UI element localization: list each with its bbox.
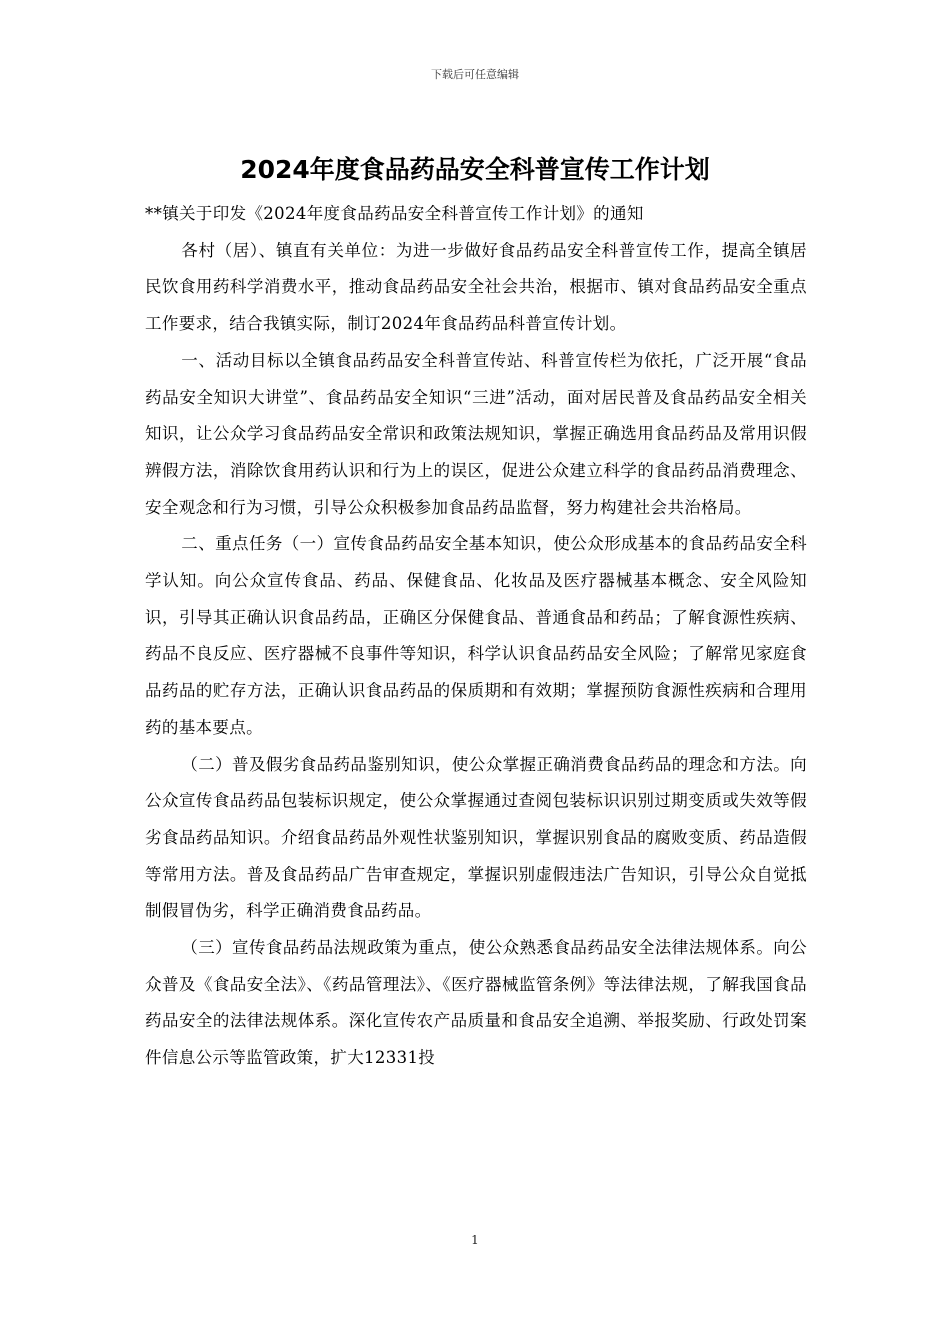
- paragraph-tasks-2: （二）普及假劣食品药品鉴别知识，使公众掌握正确消费食品药品的理念和方法。向公众宣传食品药品包装标识规定，使公众掌握通过查阅包装标识识别过期变质或失效等假劣食品药品知识。介绍食品药品外观性状鉴别知识，掌握识别食品的腐败变质、药品造假等常用方法。普及食品药品广告审查规定，掌握识别虚假违法广告知识，引导公众自觉抵制假冒伪劣，科学正确消费食品药品。: [145, 754, 807, 921]
- paragraph-goals: 一、活动目标以全镇食品药品安全科普宣传站、科普宣传栏为依托，广泛开展“食品药品安全知识大讲堂”、食品药品安全知识“三进”活动，面对居民普及食品药品安全相关知识，让公众学习食品药品安全常识和政策法规知识，掌握正确选用食品药品及常用识假辨假方法，消除饮食用药认识和行为上的误区，促进公众建立科学的食品药品消费理念、安全观念和行为习惯，引导公众积极参加食品药品监督，努力构建社会共治格局。: [145, 350, 807, 517]
- header-note: 下载后可任意编辑: [431, 68, 519, 81]
- paragraph-tasks-1: 二、重点任务（一）宣传食品药品安全基本知识，使公众形成基本的食品药品安全科学认知。向公众宣传食品、药品、保健食品、化妆品及医疗器械基本概念、安全风险知识，引导其正确认识食品药品，正确区分保健食品、普通食品和药品；了解食源性疾病、药品不良反应、医疗器械不良事件等知识，科学认识食品药品安全风险；了解常见家庭食品药品的贮存方法，正确认识食品药品的保质期和有效期；掌握预防食源性疾病和合理用药的基本要点。: [145, 534, 807, 737]
- paragraph-intro: 各村（居）、镇直有关单位：为进一步做好食品药品安全科普宣传工作，提高全镇居民饮食用药科学消费水平，推动食品药品安全社会共治，根据市、镇对食品药品安全重点工作要求，结合我镇实际，制订2024年食品药品科普宣传计划。: [145, 240, 807, 334]
- page-number: 1: [471, 1233, 479, 1247]
- document-body: [145, 196, 807, 1077]
- notice-line: **镇关于印发《2024年度食品药品安全科普宣传工作计划》的通知: [145, 204, 644, 223]
- document-title: 2024年度食品药品安全科普宣传工作计划: [240, 155, 710, 184]
- paragraph-tasks-3: （三）宣传食品药品法规政策为重点，使公众熟悉食品药品安全法律法规体系。向公众普及《食品安全法》、《药品管理法》、《医疗器械监管条例》等法律法规，了解我国食品药品安全的法律法规体系。深化宣传农产品质量和食品安全追溯、举报奖励、行政处罚案件信息公示等监管政策，扩大12331投: [145, 938, 807, 1068]
